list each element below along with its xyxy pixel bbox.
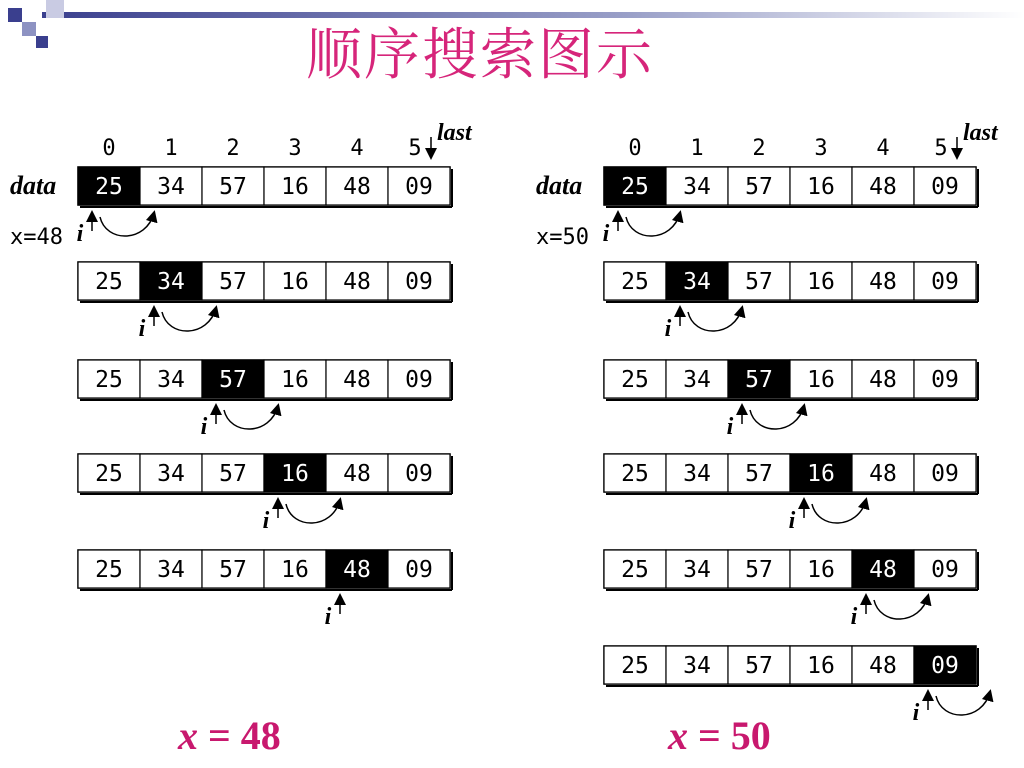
cell-value: 57 xyxy=(219,174,247,200)
cell-value: 25 xyxy=(621,557,649,583)
cell-value: 34 xyxy=(157,367,185,393)
advance-arrow-icon xyxy=(100,213,154,236)
caption-value: = 50 xyxy=(688,713,771,758)
cell-value: 48 xyxy=(343,269,371,295)
cell-value: 48 xyxy=(343,174,371,200)
cell-value: 34 xyxy=(683,367,711,393)
index-label: 4 xyxy=(876,136,890,161)
array-row xyxy=(78,550,452,630)
cell-value: 57 xyxy=(745,174,773,200)
cell-value: 09 xyxy=(405,269,433,295)
cell-value: 57 xyxy=(745,461,773,487)
pointer-i-label: i xyxy=(262,508,270,534)
cell-value: 25 xyxy=(621,653,649,679)
array-row xyxy=(78,454,452,534)
cell-value: 16 xyxy=(281,174,309,200)
cell-value: 48 xyxy=(869,557,897,583)
index-label: 2 xyxy=(752,136,766,161)
cell-value: 48 xyxy=(343,557,371,583)
pointer-i-label: i xyxy=(138,316,146,342)
cell-value: 16 xyxy=(281,557,309,583)
index-label: 4 xyxy=(350,136,364,161)
advance-arrow-icon xyxy=(688,308,742,331)
cell-value: 09 xyxy=(931,174,959,200)
cell-value: 34 xyxy=(683,461,711,487)
pointer-i-label: i xyxy=(76,221,84,247)
cell-value: 09 xyxy=(931,269,959,295)
cell-value: 09 xyxy=(931,557,959,583)
pointer-i-label: i xyxy=(850,604,858,630)
advance-arrow-icon xyxy=(874,596,928,619)
caption-value: = 48 xyxy=(198,713,281,758)
index-label: 5 xyxy=(934,136,948,161)
array-row xyxy=(78,360,452,440)
advance-arrow-icon xyxy=(224,406,278,429)
array-row xyxy=(603,167,978,247)
pointer-i-label: i xyxy=(324,604,332,630)
advance-arrow-icon xyxy=(812,500,866,523)
cell-value: 34 xyxy=(157,174,185,200)
cell-value: 09 xyxy=(405,367,433,393)
cell-value: 09 xyxy=(405,174,433,200)
caption-var: x xyxy=(668,713,688,758)
last-label: last xyxy=(963,120,998,146)
index-label: 0 xyxy=(102,136,116,161)
array-row xyxy=(604,646,990,726)
advance-arrow-icon xyxy=(936,692,990,715)
cell-value: 16 xyxy=(807,653,835,679)
cell-value: 09 xyxy=(931,653,959,679)
index-label: 3 xyxy=(288,136,302,161)
pointer-i-label: i xyxy=(602,221,610,247)
cell-value: 09 xyxy=(931,367,959,393)
cell-value: 34 xyxy=(683,269,711,295)
array-row xyxy=(77,167,452,247)
pointer-i-label: i xyxy=(664,316,672,342)
data-label: data xyxy=(10,171,57,200)
pointer-i-label: i xyxy=(912,700,920,726)
cell-value: 57 xyxy=(745,557,773,583)
caption-x50 xyxy=(668,712,771,759)
index-label: 2 xyxy=(226,136,240,161)
cell-value: 57 xyxy=(219,269,247,295)
search-panel-0 xyxy=(10,120,473,630)
cell-value: 57 xyxy=(219,367,247,393)
cell-value: 16 xyxy=(807,557,835,583)
index-label: 5 xyxy=(408,136,422,161)
index-label: 1 xyxy=(690,136,704,161)
cell-value: 09 xyxy=(931,461,959,487)
cell-value: 25 xyxy=(621,461,649,487)
array-row xyxy=(604,262,978,342)
last-label: last xyxy=(437,120,472,146)
data-label: data xyxy=(536,171,583,200)
caption-var: x xyxy=(178,713,198,758)
cell-value: 34 xyxy=(157,269,185,295)
cell-value: 16 xyxy=(807,367,835,393)
cell-value: 48 xyxy=(869,653,897,679)
caption-x48 xyxy=(178,712,281,759)
cell-value: 57 xyxy=(745,367,773,393)
cell-value: 34 xyxy=(157,557,185,583)
array-row xyxy=(78,262,452,342)
cell-value: 34 xyxy=(683,557,711,583)
advance-arrow-icon xyxy=(162,308,216,331)
index-label: 0 xyxy=(628,136,642,161)
array-row xyxy=(604,550,978,630)
cell-value: 34 xyxy=(683,653,711,679)
cell-value: 25 xyxy=(95,174,123,200)
x-value-label: x=50 xyxy=(536,225,589,250)
page-title: 顺序搜索图示 xyxy=(306,23,654,88)
cell-value: 16 xyxy=(807,174,835,200)
advance-arrow-icon xyxy=(750,406,804,429)
cell-value: 16 xyxy=(807,269,835,295)
index-label: 1 xyxy=(164,136,178,161)
index-label: 3 xyxy=(814,136,828,161)
pointer-i-label: i xyxy=(726,414,734,440)
cell-value: 34 xyxy=(157,461,185,487)
cell-value: 16 xyxy=(281,367,309,393)
x-value-label: x=48 xyxy=(10,225,63,250)
cell-value: 25 xyxy=(95,461,123,487)
cell-value: 57 xyxy=(745,269,773,295)
array-row xyxy=(604,454,978,534)
cell-value: 48 xyxy=(343,461,371,487)
cell-value: 34 xyxy=(683,174,711,200)
advance-arrow-icon xyxy=(286,500,340,523)
cell-value: 25 xyxy=(621,269,649,295)
cell-value: 48 xyxy=(869,269,897,295)
cell-value: 25 xyxy=(621,367,649,393)
cell-value: 16 xyxy=(281,269,309,295)
cell-value: 16 xyxy=(807,461,835,487)
cell-value: 25 xyxy=(95,557,123,583)
cell-value: 57 xyxy=(219,557,247,583)
cell-value: 48 xyxy=(869,461,897,487)
cell-value: 57 xyxy=(219,461,247,487)
advance-arrow-icon xyxy=(626,213,680,236)
array-row xyxy=(604,360,978,440)
pointer-i-label: i xyxy=(788,508,796,534)
cell-value: 25 xyxy=(95,367,123,393)
cell-value: 16 xyxy=(281,461,309,487)
cell-value: 09 xyxy=(405,461,433,487)
search-panel-1 xyxy=(536,120,999,726)
cell-value: 09 xyxy=(405,557,433,583)
cell-value: 48 xyxy=(869,367,897,393)
cell-value: 25 xyxy=(95,269,123,295)
cell-value: 48 xyxy=(869,174,897,200)
cell-value: 57 xyxy=(745,653,773,679)
pointer-i-label: i xyxy=(200,414,208,440)
cell-value: 25 xyxy=(621,174,649,200)
cell-value: 48 xyxy=(343,367,371,393)
